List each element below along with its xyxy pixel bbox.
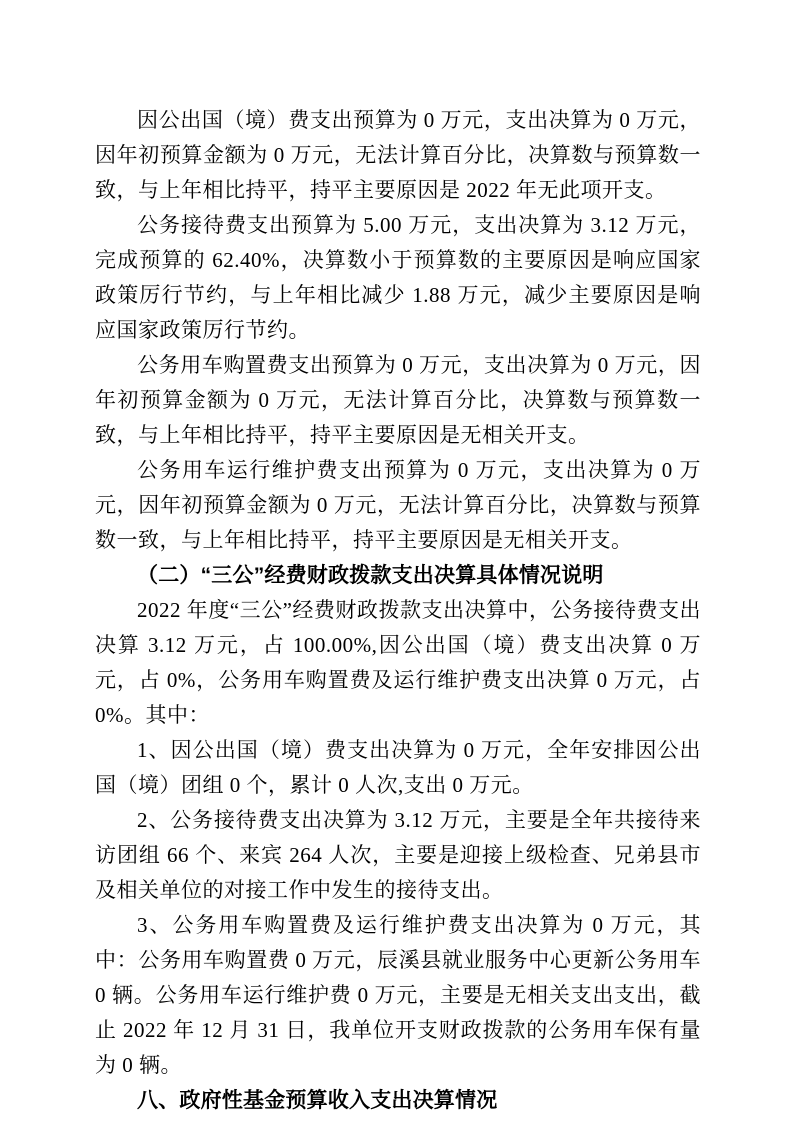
paragraph-three-public-summary: 2022 年度“三公”经费财政拨款支出决算中，公务接待费支出决算 3.12 万元，占 100.00%,因公出国（境）费支出决算 0 万元，占 0%，公务用车购置费及运行维护费支出决算 0 万元，占 0%。其中： xyxy=(95,598,701,727)
paragraph-item-2-reception: 2、公务接待费支出决算为 3.12 万元，主要是全年共接待来访团组 66 个、来宾 264 人次，主要是迎接上级检查、兄弟县市及相关单位的对接工作中发生的接待支出。 xyxy=(95,808,701,902)
document-content xyxy=(95,103,701,1118)
paragraph-item-1-outbound-travel: 1、因公出国（境）费支出决算为 0 万元，全年安排因公出国（境）团组 0 个，累计 0 人次,支出 0 万元。 xyxy=(95,738,701,797)
section-heading-three-public-detail: （二）“三公”经费财政拨款支出决算具体情况说明 xyxy=(137,564,604,587)
paragraph-item-3-vehicles: 3、公务用车购置费及运行维护费支出决算为 0 万元，其中：公务用车购置费 0 万元，辰溪县就业服务中心更新公务用车 0 辆。公务用车运行维护费 0 万元，主要是无相关支出支出，截止 2022 年 12 月 31 日，我单位开支财政拨款的公务用车保有量为 0 辆。 xyxy=(95,913,701,1077)
paragraph-vehicle-purchase-budget: 公务用车购置费支出预算为 0 万元，支出决算为 0 万元，因年初预算金额为 0 万元，无法计算百分比，决算数与预算数一致，与上年相比持平，持平主要原因是无相关开支。 xyxy=(95,353,701,447)
paragraph-vehicle-maintenance-budget: 公务用车运行维护费支出预算为 0 万元，支出决算为 0 万元，因年初预算金额为 0 万元，无法计算百分比，决算数与预算数一致，与上年相比持平，持平主要原因是无相关开支。 xyxy=(95,458,701,552)
paragraph-official-reception-budget: 公务接待费支出预算为 5.00 万元，支出决算为 3.12 万元，完成预算的 62.40%，决算数小于预算数的主要原因是响应国家政策厉行节约，与上年相比减少 1.88 万元，减少主要原因是响应国家政策厉行节约。 xyxy=(95,213,701,342)
paragraph-outbound-travel-budget: 因公出国（境）费支出预算为 0 万元，支出决算为 0 万元，因年初预算金额为 0 万元，无法计算百分比，决算数与预算数一致，与上年相比持平，持平主要原因是 2022 年无此项开支。 xyxy=(95,108,701,202)
section-heading-government-fund: 八、政府性基金预算收入支出决算情况 xyxy=(137,1089,498,1112)
